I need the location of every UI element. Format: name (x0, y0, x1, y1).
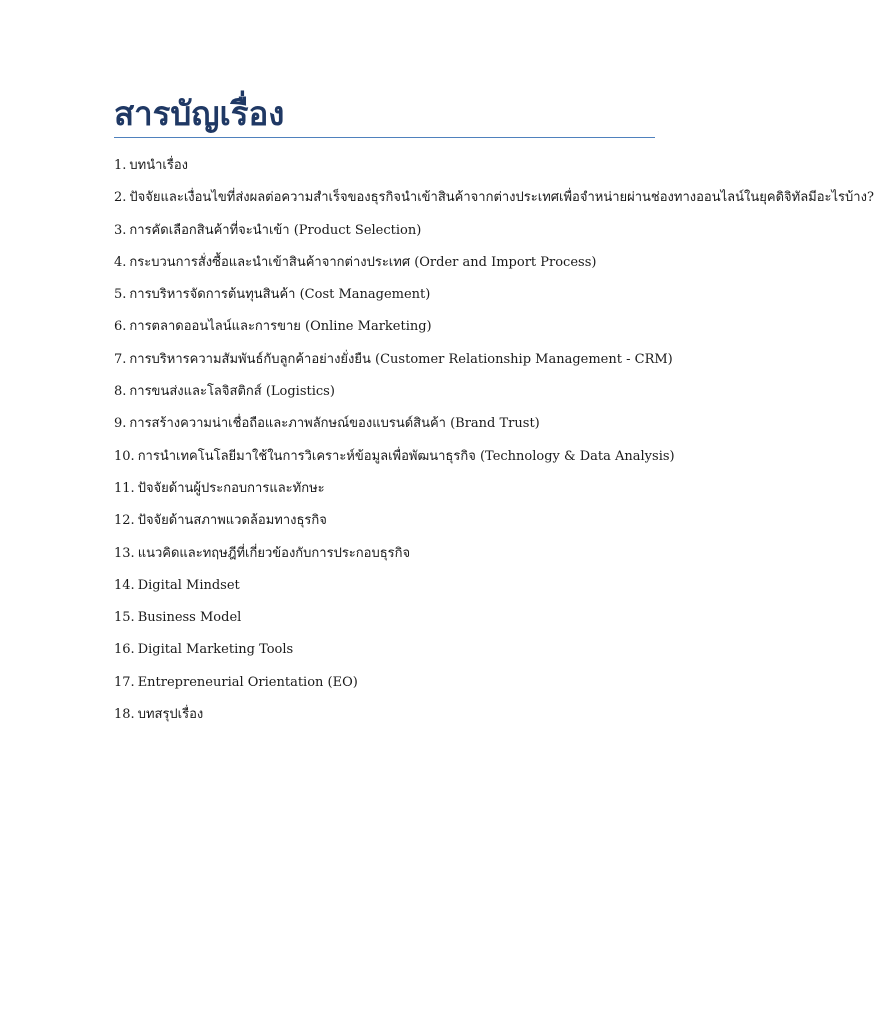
toc-item-text: บทสรุปเรื่อง (137, 707, 204, 723)
toc-item-number: 11. (114, 480, 135, 496)
toc-item-text: แนวคิดและทฤษฎีที่เกี่ยวข้องกับการประกอบธุรกิจ (137, 545, 411, 561)
toc-item-text: การสร้างความน่าเชื่อถือและภาพลักษณ์ของแบรนด์สินค้า (Brand Trust) (129, 416, 540, 432)
toc-item-number: 10. (114, 448, 135, 464)
toc-item-number: 5. (114, 287, 127, 303)
toc-item (114, 186, 874, 218)
table-of-contents (114, 154, 874, 735)
toc-item-text: ปัจจัยด้านสภาพแวดล้อมทางธุรกิจ (137, 513, 327, 529)
toc-item (114, 477, 674, 509)
toc-item-number: 17. (114, 674, 135, 690)
toc-item-number: 4. (114, 254, 127, 270)
toc-item-text: การขนส่งและโลจิสติกส์ (Logistics) (129, 384, 335, 400)
toc-item-number: 13. (114, 545, 135, 561)
toc-item (114, 154, 674, 186)
toc-item (114, 315, 674, 347)
toc-item-text: การบริหารจัดการต้นทุนสินค้า (Cost Management) (129, 287, 431, 303)
toc-item-text: Entrepreneurial Orientation (EO) (137, 674, 358, 690)
toc-item-text: ปัจจัยและเงื่อนไขที่ส่งผลต่อความสำเร็จของธุรกิจนำเข้าสินค้าจากต่างประเทศเพื่อจำหน่ายผ่านช่องทางออนไลน์ในยุคดิจิทัลมีอะไรบ้าง? (129, 190, 874, 206)
toc-item-text: Digital Marketing Tools (137, 642, 294, 658)
toc-item (114, 542, 674, 574)
toc-item-number: 15. (114, 610, 135, 626)
toc-item-text: Digital Mindset (137, 577, 240, 593)
toc-item-text: Business Model (137, 610, 242, 626)
toc-item (114, 251, 674, 283)
toc-item-number: 16. (114, 642, 135, 658)
toc-item-number: 14. (114, 577, 135, 593)
toc-item-text: การบริหารความสัมพันธ์กับลูกค้าอย่างยั่งยืน (Customer Relationship Management - CRM) (129, 351, 673, 367)
page-title: สารบัญเรื่อง (114, 94, 285, 133)
toc-item-text: ปัจจัยด้านผู้ประกอบการและทักษะ (137, 480, 325, 496)
toc-item (114, 445, 674, 477)
toc-item (114, 283, 674, 315)
toc-item-text: กระบวนการสั่งซื้อและนำเข้าสินค้าจากต่างประเทศ (Order and Import Process) (129, 254, 597, 270)
toc-item-number: 18. (114, 707, 135, 723)
toc-item-text: บทนำเรื่อง (129, 158, 188, 173)
toc-item (114, 219, 674, 251)
toc-item (114, 574, 674, 606)
toc-item (114, 638, 674, 670)
toc-item (114, 412, 674, 444)
toc-item-number: 12. (114, 513, 135, 529)
toc-item-number: 9. (114, 416, 127, 432)
toc-item-text: การนำเทคโนโลยีมาใช้ในการวิเคราะห์ข้อมูลเพื่อพัฒนาธุรกิจ (Technology & Data Analysis) (137, 448, 675, 464)
toc-item-text: การตลาดออนไลน์และการขาย (Online Marketing) (129, 319, 432, 335)
toc-item (114, 509, 674, 541)
toc-item (114, 606, 674, 638)
toc-item-number: 7. (114, 351, 127, 367)
toc-item-number: 3. (114, 222, 127, 238)
toc-item (114, 703, 674, 735)
toc-item-number: 6. (114, 319, 127, 335)
toc-item (114, 380, 674, 412)
toc-item (114, 348, 674, 380)
toc-item (114, 671, 674, 703)
toc-item-text: การคัดเลือกสินค้าที่จะนำเข้า (Product Selection) (129, 222, 422, 238)
toc-item-number: 2. (114, 190, 127, 206)
toc-item-number: 8. (114, 384, 127, 400)
title-underline (114, 137, 655, 138)
toc-item-number: 1. (114, 158, 127, 173)
